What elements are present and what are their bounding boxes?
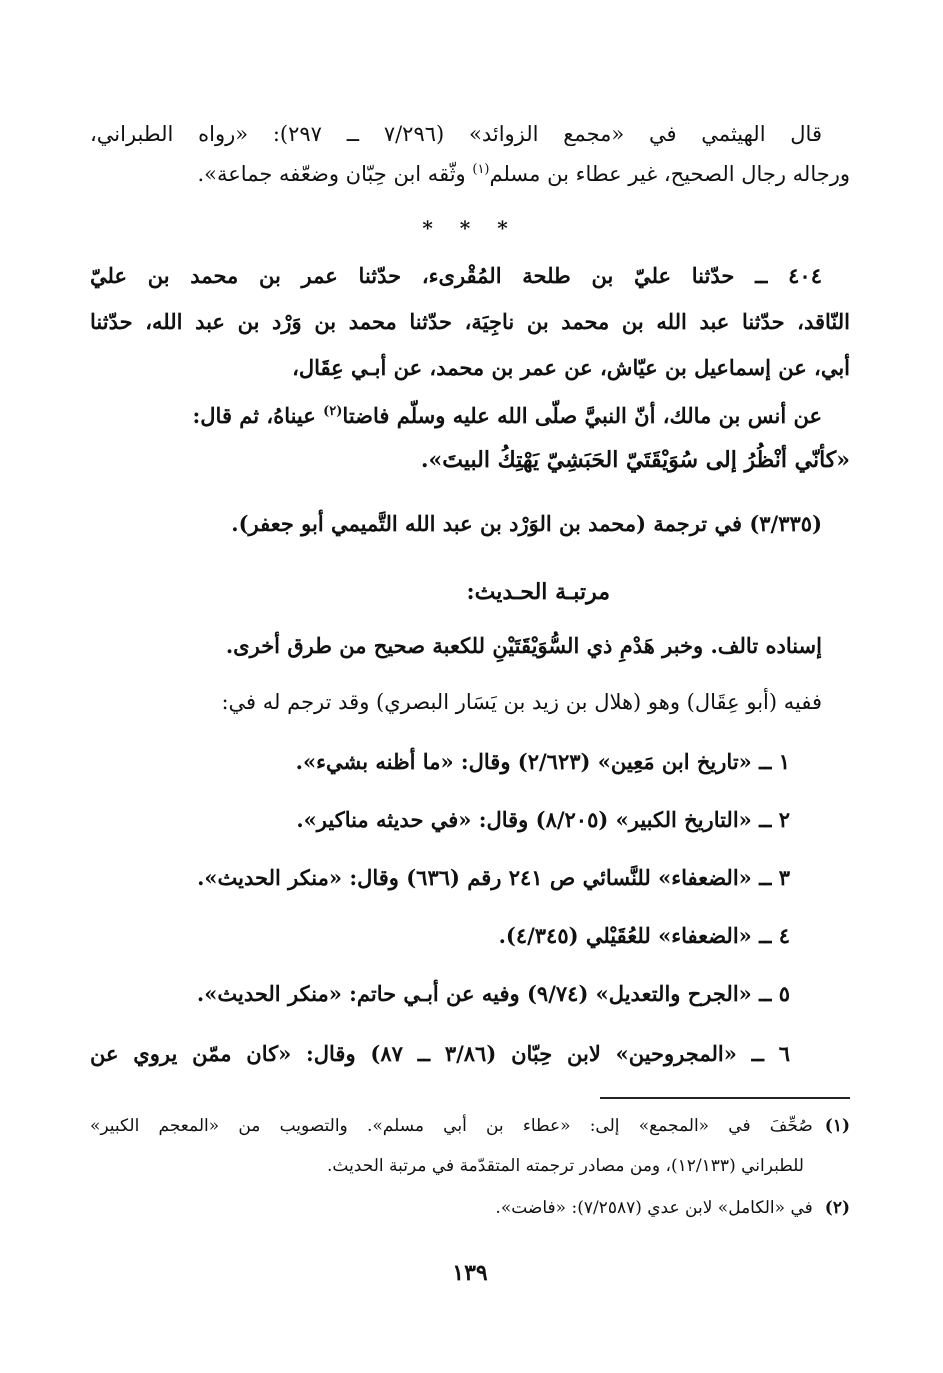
footnote-ref-2[interactable]: (٢) (323, 404, 343, 419)
hadith-matn-text: «كأنّي أنْظُرُ إلى سُوَيْقَتَيّ الحَبَشِيّ يَهْتِكُ البيتَ». (420, 447, 850, 473)
reference-item-4-text: ٤ ــ «الضعفاء» للعُقَيْلي (٤/٣٤٥). (498, 923, 790, 948)
intro-line-2-text-a: ورجاله رجال الصحيح، غير عطاء بن مسلم (489, 162, 850, 186)
grade-line-1-text: إسناده تالف. وخبر هَدْمِ ذي السُّوَيْقَتَيْنِ للكعبة صحيح من طرق أخرى. (225, 633, 822, 658)
footnote-2 (90, 1194, 850, 1222)
footnote-divider (600, 1097, 850, 1099)
reference-item-1 (90, 746, 790, 778)
reference-item-3-text: ٣ ــ «الضعفاء» للنَّسائي ص ٢٤١ رقم (٦٣٦) وقال: «منكر الحديث». (197, 865, 790, 890)
grade-line-1 (90, 630, 822, 662)
footnote-2-number: (٢) (824, 1198, 850, 1218)
book-page (90, 100, 850, 1320)
reference-item-3 (90, 862, 790, 894)
intro-line-1-text: قال الهيثمي في «مجمع الزوائد» (٧/٢٩٦ ــ ٢٩٧): «رواه الطبراني، (90, 122, 822, 146)
footnote-1-line-2: للطبراني (١٢/١٣٣)، ومن مصادر ترجمته المتقدّمة في مرتبة الحديث. (326, 1156, 804, 1176)
hadith-line-4-text-b: عيناهُ، ثم قال: (192, 403, 324, 428)
footnote-1-number: (١) (824, 1116, 850, 1136)
page-number: ١٣٩ (452, 1260, 488, 1286)
footnote-1-cont (90, 1152, 804, 1180)
hadith-line-2 (90, 306, 850, 338)
hadith-source-text: (٣/٣٣٥) في ترجمة (محمد بن الوَرْد بن عبد الله التَّميمي أبو جعفر). (231, 511, 822, 536)
section-heading: مرتبـة الحـديث: (466, 579, 610, 605)
reference-item-6-text: ٦ ــ «المجروحين» لابن حِبّان (٣/٨٦ ــ ٨٧) وقال: «كان ممّن يروي عن (90, 1041, 790, 1066)
reference-item-5-text: ٥ ــ «الجرح والتعديل» (٩/٧٤) وفيه عن أبـي حاتم: «منكر الحديث». (196, 981, 790, 1006)
reference-item-6 (90, 1038, 790, 1070)
reference-item-2 (90, 804, 790, 836)
intro-line-2 (90, 158, 850, 190)
grade-line-2-text: ففيه (أبو عِقَال) وهو (هلال بن زيد بن يَسَار البصري) وقد ترجم له في: (221, 690, 822, 714)
hadith-line-1-text: ٤٠٤ ــ حدّثنا عليّ بن طلحة المُقْرىء، حدّثنا عمر بن محمد بن عليّ (90, 263, 822, 288)
reference-item-4 (90, 920, 790, 952)
hadith-line-4 (90, 400, 822, 432)
hadith-matn (90, 444, 850, 476)
intro-line-1 (90, 118, 822, 150)
hadith-line-1 (90, 260, 822, 292)
reference-item-1-text: ١ ــ «تاريخ ابن مَعِين» (٢/٦٢٣) وقال: «ما أظنه بشيء». (295, 749, 790, 774)
hadith-line-2-text: النّاقد، حدّثنا عبد الله بن محمد بن ناجِيَة، حدّثنا محمد بن وَرْد بن عبد الله، حدّثنا (90, 309, 850, 334)
footnote-ref-1[interactable]: (١) (472, 162, 490, 177)
footnote-2-text: في «الكامل» لابن عدي (٧/٢٥٨٧): «فاضت». (495, 1198, 813, 1218)
hadith-source (90, 508, 822, 540)
grade-line-2 (90, 686, 822, 718)
hadith-line-4-text-a: عن أنس بن مالك، أنّ النبيَّ صلّى الله عليه وسلّم فاضتا (342, 403, 822, 428)
reference-item-5 (90, 978, 790, 1010)
hadith-line-3 (90, 352, 850, 384)
section-separator: * * * (422, 216, 518, 240)
hadith-line-3-text: أبي، عن إسماعيل بن عيّاش، عن عمر بن محمد، عن أبـي عِقَال، (292, 355, 850, 380)
reference-item-2-text: ٢ ــ «التاريخ الكبير» (٨/٢٠٥) وقال: «في حديثه مناكير». (296, 807, 790, 832)
footnote-1-line-1: صُحِّفَ في «المجمع» إلى: «عطاء بن أبي مسلم». والتصويب من «المعجم الكبير» (90, 1116, 813, 1136)
footnote-1 (90, 1112, 850, 1140)
intro-line-2-text-b: وثّقه ابن حِبّان وضعّفه جماعة». (197, 162, 473, 186)
